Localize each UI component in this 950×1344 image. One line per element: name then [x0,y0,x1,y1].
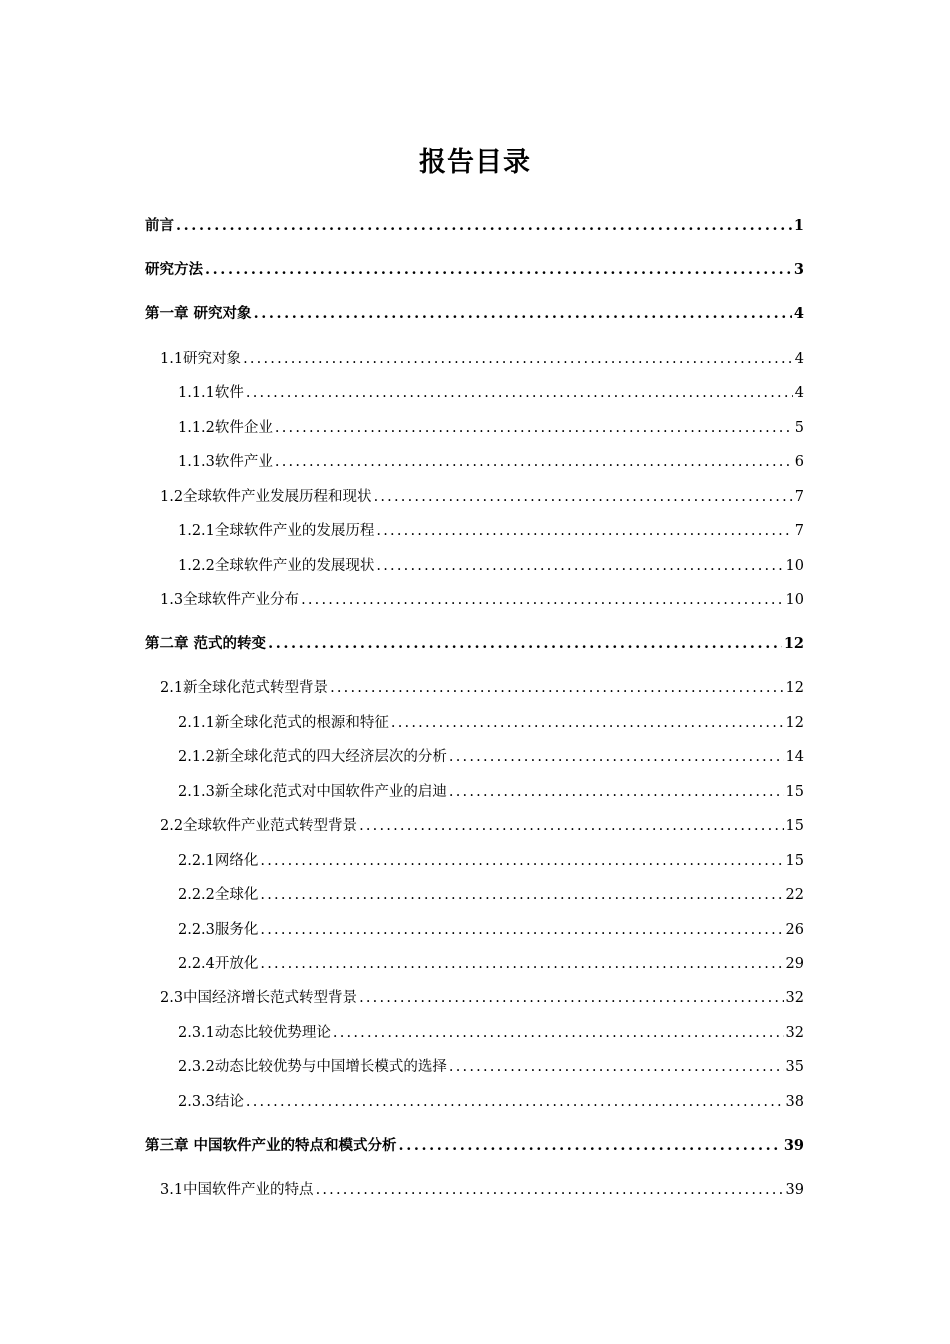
dot-leader [275,420,793,436]
dot-leader [260,922,783,938]
toc-entry[interactable] [178,952,804,973]
toc-entry[interactable] [160,588,804,609]
dot-leader [268,635,782,652]
toc-entry-page-number: 5 [794,420,804,436]
dot-leader [246,385,793,401]
toc-entry-label: 1.1研究对象 [160,351,242,367]
toc-entry-page-number: 12 [785,715,804,731]
toc-entry[interactable] [160,986,804,1007]
toc-entry-page-number: 15 [785,818,804,834]
toc-entry-page-number: 39 [785,1182,804,1198]
toc-entry-page-number: 22 [785,887,804,903]
toc-entry[interactable] [178,711,804,732]
toc-entry-page-number: 15 [785,784,804,800]
toc-entry[interactable] [145,632,804,653]
toc-entry-label: 研究方法 [145,262,203,278]
dot-leader [376,523,792,539]
dot-leader [254,305,792,322]
toc-entry[interactable] [178,1090,804,1111]
toc-entry-page-number: 29 [785,956,804,972]
toc-entry-label: 1.1.2软件企业 [178,420,273,436]
dot-leader [330,680,783,696]
toc-entry[interactable] [178,450,804,471]
dot-leader [260,853,783,869]
dot-leader [333,1025,784,1041]
dot-leader [205,261,792,278]
toc-entry[interactable] [178,780,804,801]
dot-leader [275,454,793,470]
toc-entry[interactable] [178,519,804,540]
toc-entry[interactable] [160,1178,804,1199]
dot-leader [176,217,792,234]
toc-entry-page-number: 32 [785,990,804,1006]
toc-entry-page-number: 4 [793,305,804,322]
toc-entry-page-number: 4 [794,385,804,401]
dot-leader [399,1137,782,1154]
toc-entry[interactable] [178,1055,804,1076]
toc-entry-page-number: 35 [785,1059,804,1075]
toc-entry-page-number: 4 [794,351,804,367]
toc-entry-page-number: 14 [785,749,804,765]
toc-entry-page-number: 10 [785,558,804,574]
page-title: 报告目录 [419,147,531,178]
toc-entry-label: 第三章 中国软件产业的特点和模式分析 [145,1138,397,1154]
toc-entry-page-number: 26 [785,922,804,938]
toc-entry[interactable] [178,883,804,904]
toc-entry[interactable] [178,381,804,402]
toc-entry-label: 1.2.1全球软件产业的发展历程 [178,523,375,539]
toc-entry-label: 2.1新全球化范式转型背景 [160,680,329,696]
toc-entry-label: 2.3.1动态比较优势理论 [178,1025,331,1041]
toc-entry[interactable] [178,849,804,870]
dot-leader [260,956,783,972]
toc-entry[interactable] [160,676,804,697]
toc-entry[interactable] [178,554,804,575]
toc-entry-label: 2.2.3服务化 [178,922,259,938]
toc-entry[interactable] [145,302,804,323]
toc-entry[interactable] [145,214,804,235]
toc-entry-label: 2.1.2新全球化范式的四大经济层次的分析 [178,749,447,765]
toc-entry-label: 2.3.2动态比较优势与中国增长模式的选择 [178,1059,447,1075]
dot-leader [376,558,783,574]
toc-entry-page-number: 7 [794,489,804,505]
toc-entry[interactable] [160,485,804,506]
dot-leader [391,715,784,731]
toc-entry-label: 第一章 研究对象 [145,306,252,322]
toc-entry-label: 2.2.2全球化 [178,887,259,903]
toc-entry-label: 2.1.1新全球化范式的根源和特征 [178,715,389,731]
toc-entry-label: 2.3中国经济增长范式转型背景 [160,990,358,1006]
toc-entry-label: 1.3全球软件产业分布 [160,592,300,608]
toc-entry-page-number: 38 [785,1094,804,1110]
toc-entry-page-number: 6 [794,454,804,470]
toc-entry-page-number: 7 [794,523,804,539]
toc-entry[interactable] [160,347,804,368]
toc-entry-label: 前言 [145,218,174,234]
toc-entry-page-number: 39 [783,1137,804,1154]
toc-entry-label: 1.2.2全球软件产业的发展现状 [178,558,375,574]
toc-entry-label: 2.3.3结论 [178,1094,244,1110]
dot-leader [359,990,783,1006]
dot-leader [260,887,783,903]
toc-entry-label: 2.2.1网络化 [178,853,259,869]
toc-entry-label: 2.2全球软件产业范式转型背景 [160,818,358,834]
toc-entry-page-number: 10 [785,592,804,608]
dot-leader [246,1094,784,1110]
dot-leader [449,784,784,800]
dot-leader [449,749,784,765]
toc-entry-label: 1.1.1软件 [178,385,244,401]
toc-entry-page-number: 1 [793,217,804,234]
toc-entry[interactable] [178,1021,804,1042]
dot-leader [243,351,793,367]
toc-entry[interactable] [160,814,804,835]
toc-entry-label: 第二章 范式的转变 [145,636,267,652]
toc-entry[interactable] [145,258,804,279]
dot-leader [449,1059,784,1075]
toc-entry-label: 1.1.3软件产业 [178,454,273,470]
toc-entry-label: 2.1.3新全球化范式对中国软件产业的启迪 [178,784,447,800]
toc-entry-page-number: 15 [785,853,804,869]
toc-entry[interactable] [178,918,804,939]
toc-entry[interactable] [145,1134,804,1155]
toc-entry-label: 1.2全球软件产业发展历程和现状 [160,489,372,505]
dot-leader [301,592,783,608]
toc-entry-label: 2.2.4开放化 [178,956,259,972]
toc-entry-page-number: 12 [783,635,804,652]
dot-leader [374,489,793,505]
toc-entry[interactable] [178,745,804,766]
toc-entry-label: 3.1中国软件产业的特点 [160,1182,314,1198]
toc-entry[interactable] [178,416,804,437]
toc-entry-page-number: 3 [793,261,804,278]
dot-leader [359,818,783,834]
toc-entry-page-number: 12 [785,680,804,696]
toc-entry-page-number: 32 [785,1025,804,1041]
dot-leader [316,1182,784,1198]
